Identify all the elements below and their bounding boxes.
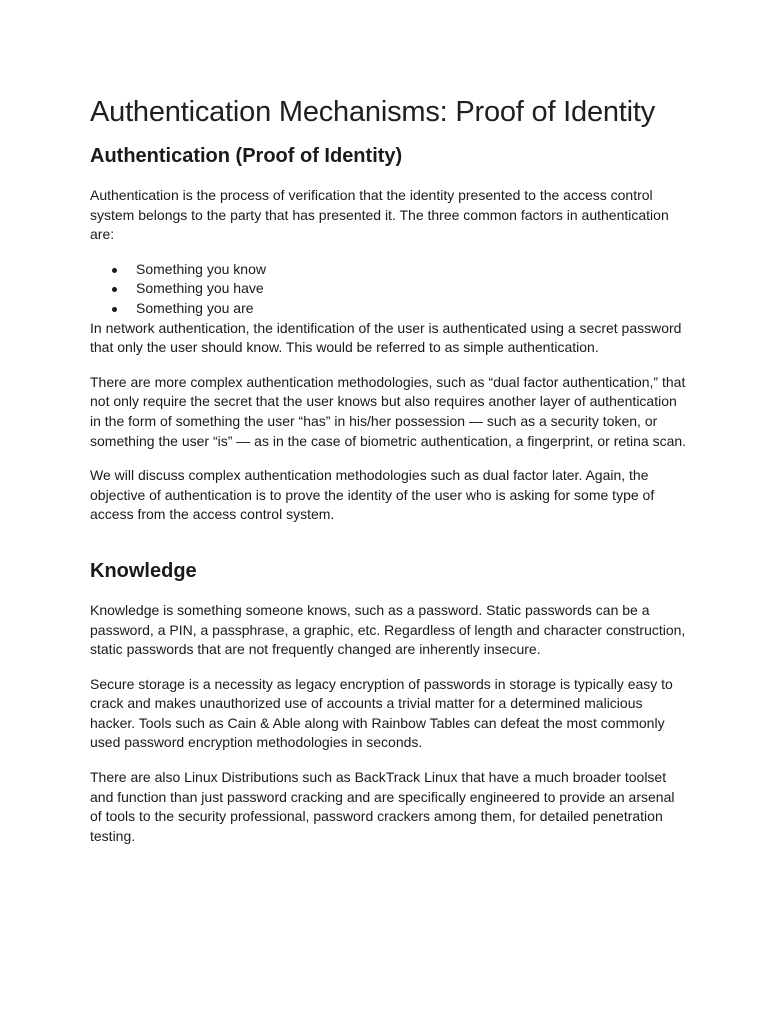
paragraph-network-auth: In network authentication, the identification of the user is authenticated using a secret password that only the user should know. This would be referred to as simple authentication. bbox=[90, 319, 682, 356]
factors-list bbox=[90, 260, 690, 319]
bullet-icon bbox=[112, 287, 117, 292]
document-page bbox=[90, 92, 690, 861]
list-item-text: Something you have bbox=[136, 280, 264, 297]
paragraph-complex-auth: There are more complex authentication methodologies, such as “dual factor authentication,” that not only require the secret that the user knows but also requires another layer of authentication in the form of something the user “has” in his/her possession — such as a security token, or something the user “is” — as in the case of biometric authentication, a fingerprint, or retina scan. bbox=[90, 373, 687, 449]
document-title: Authentication Mechanisms: Proof of Identity bbox=[90, 96, 656, 128]
list-item bbox=[90, 299, 690, 319]
paragraph-knowledge: Knowledge is something someone knows, such as a password. Static passwords can be a password, a PIN, a passphrase, a graphic, etc. Regardless of length and character construction, static passwords that are not frequently changed are inherently insecure. bbox=[90, 601, 686, 658]
paragraph-intro: Authentication is the process of verification that the identity presented to the access control system belongs to the party that has presented it. The three common factors in authentication are: bbox=[90, 187, 669, 243]
list-item bbox=[90, 279, 690, 299]
list-item-text: Something you are bbox=[136, 299, 254, 316]
paragraph-dual-factor: We will discuss complex authentication methodologies such as dual factor later. Again, the objective of authentication is to prove the identity of the user who is asking for some type of access from the access control system. bbox=[90, 467, 655, 523]
list-item bbox=[90, 260, 690, 280]
bullet-icon bbox=[112, 307, 117, 312]
paragraph-linux-distributions: There are also Linux Distributions such as BackTrack Linux that have a much broader toolset and function than just password cracking and are specifically engineered to provide an arsenal of tools to the security professional, password crackers among them, for detailed penetration testing. bbox=[90, 769, 675, 844]
paragraph-secure-storage: Secure storage is a necessity as legacy encryption of passwords in storage is typically easy to crack and makes unauthorized use of accounts a trivial matter for a determined malicious hacker. Tools such as Cain & Able along with Rainbow Tables can defeat the most commonly used password encryption methodologies in seconds. bbox=[90, 675, 673, 751]
list-item-text: Something you know bbox=[136, 260, 266, 277]
section-heading-knowledge: Knowledge bbox=[90, 559, 197, 582]
section-heading-authentication: Authentication (Proof of Identity) bbox=[90, 145, 403, 167]
bullet-icon bbox=[112, 268, 117, 273]
